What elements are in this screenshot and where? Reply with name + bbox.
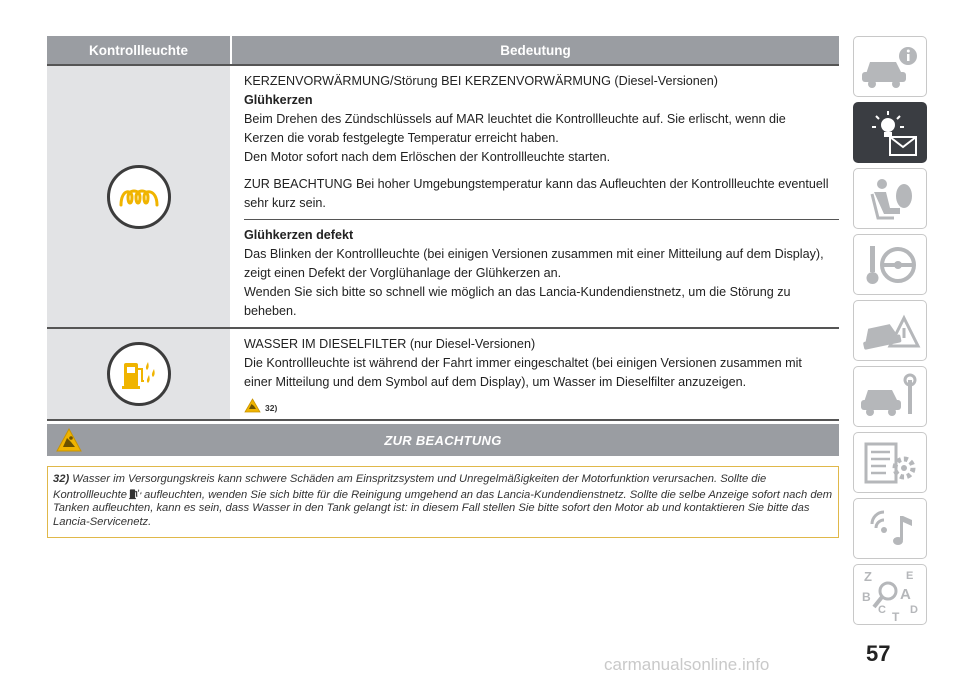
lamp-cell [47,329,230,419]
water-in-fuel-icon [119,357,159,391]
warning-number: 32) [53,473,70,485]
sidebar-item-starting[interactable] [853,234,927,295]
index-letter-e: E [906,569,914,582]
paragraph: Beim Drehen des Zündschlüssels auf MAR leuchtet die Kontrollleuchte auf. Sie erlischt, wenn die Kerzen die vorab festgelegte Temperatur erreicht haben. [244,112,786,145]
watermark: carmanualsonline.info [604,655,770,674]
sidebar-item-warning-lights[interactable] [853,102,927,163]
sidebar-item-index[interactable] [853,564,927,625]
warning-triangle-icon [244,398,261,413]
warning-text-part1: Wasser im Versorgungskreis kann schwere Schäden am Einspritzsystem und Unregelmäßigkeiten der Motorfunktion verursachen. Sollte die Kontrollleuchte [53,473,767,501]
warning-triangle-icon [55,427,83,453]
note-paragraph: ZUR BEACHTUNG Bei hoher Umgebungstemperatur kann das Aufleuchten der Kontrollleuchte eventuell sehr kurz sein. [244,177,829,210]
index-letter-c: C [878,603,886,616]
paragraph: Den Motor sofort nach dem Erlöschen der Kontrollleuchte starten. [244,150,611,164]
meaning-gluehkerzen [244,66,839,220]
index-letter-z: Z [864,568,872,584]
car-tools-icon [858,372,922,422]
sidebar-item-car-info[interactable] [853,36,927,97]
sidebar-item-maintenance[interactable] [853,366,927,427]
index-gear-icon [858,438,922,488]
warning-text-part2: aufleuchten, wenden Sie sich bitte für die Reinigung umgehend an das Lancia-Kundendienstnetz. Sollte die selbe Anzeige sofort nach dem Tanken aufleuchten, kann es sein, dass Wasser in den Tank gelangt ist: in diesem Fall stellen Sie bitte sofort den Motor ab und kontaktieren Sie bitte das Lancia-Servicenetz. [53,488,833,528]
sidebar-item-emergency[interactable] [853,300,927,361]
index-letter-t: T [892,609,900,623]
warning-lights-table [47,36,839,421]
warning-header [47,424,839,456]
lamp-cell [47,66,230,327]
sidebar-item-safety[interactable] [853,168,927,229]
accident-icon [858,306,922,356]
page-number: 57 [866,641,891,666]
water-in-fuel-icon [128,487,143,500]
subheading: Glühkerzen [244,93,313,107]
warning-body [47,466,839,538]
index-letter-d: D [910,603,918,616]
warning-box [47,424,839,538]
sidebar-item-technical-data[interactable] [853,432,927,493]
chapter-sidebar [853,36,929,630]
sidebar-item-multimedia[interactable] [853,498,927,559]
index-letter-b: B [862,589,871,604]
table-row-gluehkerzen [47,64,839,327]
table-row-wasser-im-dieselfilter [47,327,839,421]
meaning-cell [230,329,839,419]
paragraph: Die Kontrollleuchte ist während der Fahrt immer eingeschaltet (bei einigen Versionen zusammen mit einer Mitteilung und dem Symbol auf dem Display), um Wasser im Dieselfilter anzuzeigen. [244,356,802,389]
glow-plug-coil-icon [118,185,160,209]
warning-lights-icon [858,107,922,159]
reference-number: 32) [265,403,278,413]
paragraph: Das Blinken der Kontrollleuchte (bei einigen Versionen zusammen mit einer Mitteilung auf dem Display), zeigt einen Defekt der Vorglühanlage der Glühkerzen an. [244,247,824,280]
header-col-kontrollleuchte: Kontrollleuchte [88,42,188,58]
meaning-wasser-im-dieselfilter [244,329,839,419]
warning-reference[interactable] [244,398,829,413]
header-col-bedeutung: Bedeutung [230,36,839,64]
multimedia-icon [858,504,922,554]
airbag-seat-icon [858,174,922,224]
lamp-circle [107,342,171,406]
warning-text [53,473,833,529]
warning-title: ZUR BEACHTUNG [384,432,502,448]
subheading: Glühkerzen defekt [244,228,354,242]
steering-key-icon [858,240,922,290]
index-letter-a: A [900,585,911,603]
car-info-icon [858,42,922,92]
lamp-circle [107,165,171,229]
paragraph: Wenden Sie sich bitte so schnell wie möglich an das Lancia-Kundendienstnetz, um die Störung zu beheben. [244,285,791,318]
meaning-cell [230,66,839,327]
meaning-gluehkerzen-defekt [244,220,839,327]
lamp-title: WASSER IM DIESELFILTER (nur Diesel-Versionen) [244,337,536,351]
lamp-title: KERZENVORWÄRMUNG/Störung BEI KERZENVORWÄRMUNG (Diesel-Versionen) [244,74,718,88]
table-header [47,36,839,64]
alphabet-index-icon [858,567,922,623]
